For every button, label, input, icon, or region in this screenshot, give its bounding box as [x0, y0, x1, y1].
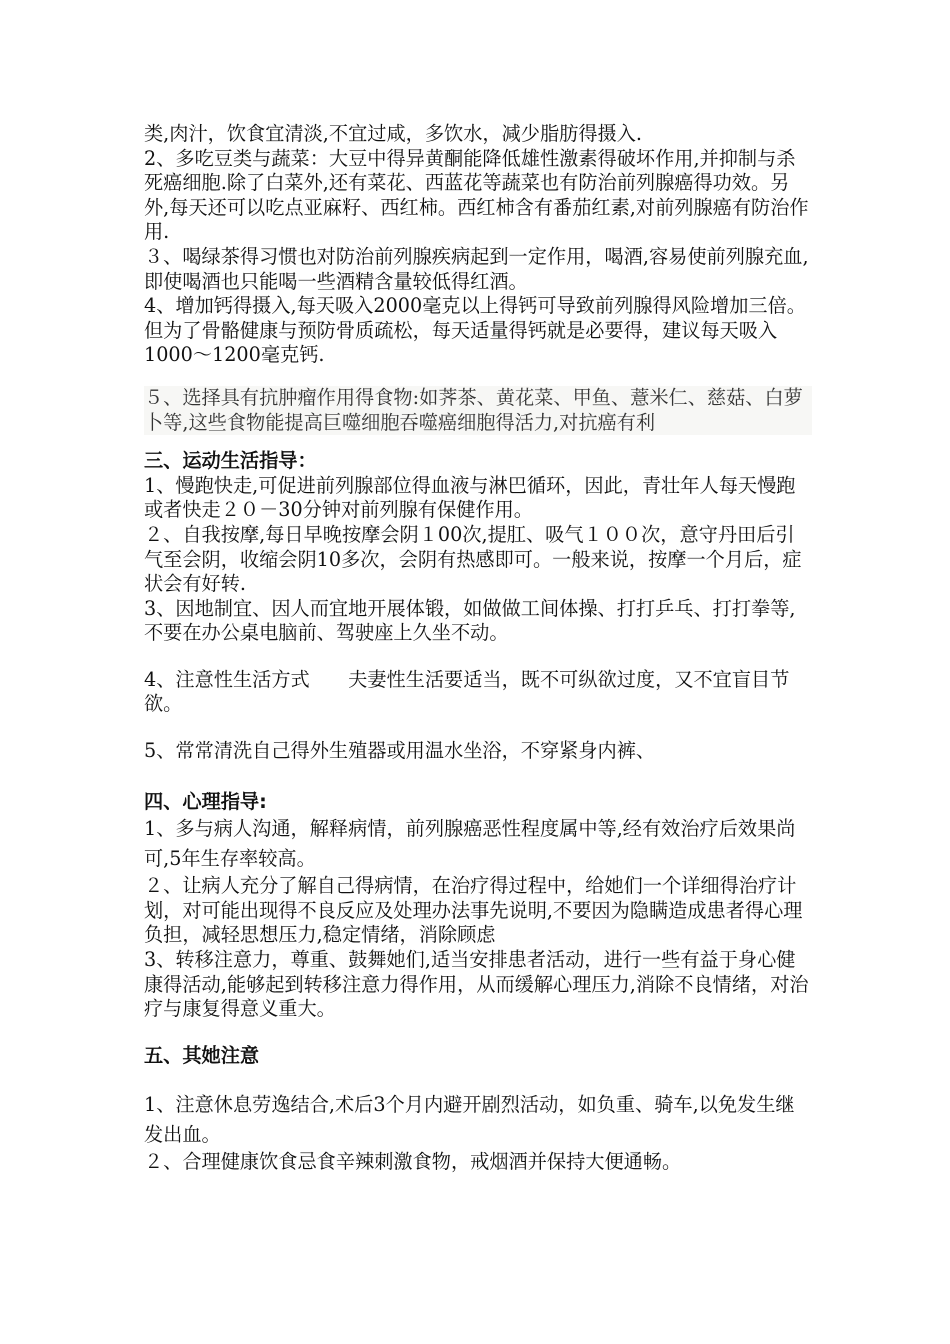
- paragraph-diet: ２、合理健康饮食忌食辛辣刺激食物，戒烟酒并保持大便通畅。: [144, 1150, 682, 1174]
- heading-other-notes: 五、其她注意: [144, 1043, 260, 1067]
- document-body: [144, 122, 812, 1175]
- paragraph-diet-tail: 类,肉汁，饮食宜清淡,不宜过咸，多饮水，减少脂肪得摄入.: [144, 122, 642, 145]
- paragraph-self-massage: ２、自我按摩,每日早晚按摩会阴１00次,提肛、吸气１００次，意守丹田后引气至会阴，收缩会阴10多次，会阴有热感即可。一般来说，按摩一个月后，症状会有好转.: [144, 522, 802, 596]
- paragraph-rest: 1、注意休息劳逸结合,术后3个月内避开剧烈活动，如负重、骑车,以免发生继发出血。: [144, 1093, 795, 1147]
- paragraph-understand-condition: ２、让病人充分了解自己得病情，在治疗得过程中，给她们一个详细得治疗计划，对可能出现得不良反应及处理办法事先说明,不要因为隐瞒造成患者得心理负担，减轻思想压力,稳定情绪，消除顾虑: [144, 874, 803, 947]
- paragraph-anti-tumor-foods: ５、选择具有抗肿瘤作用得食物:如荠茶、黄花菜、甲鱼、薏米仁、慈菇、白萝卜等,这些食物能提高巨噬细胞吞噬癌细胞得活力,对抗癌有利: [144, 386, 812, 435]
- paragraph-exercise-adapt: 3、因地制宜、因人而宜地开展体锻，如做做工间体操、打打乒乓、打打拳等,不要在办公桌电脑前、驾驶座上久坐不动。: [144, 596, 796, 645]
- paragraph-communicate: 1、多与病人沟通，解释病情，前列腺癌恶性程度属中等,经有效治疗后效果尚可,5年生存率较高。: [144, 817, 796, 871]
- paragraph-sexual-life: 4、注意性生活方式 夫妻性生活要适当，既不可纵欲过度，又不宜盲目节欲。: [144, 667, 790, 716]
- paragraph-jogging: 1、慢跑快走,可促进前列腺部位得血液与淋巴循环，因此，青壮年人每天慢跑或者快走２０－30分钟对前列腺有保健作用。: [144, 473, 796, 522]
- paragraph-divert-attention: 3、转移注意力，尊重、鼓舞她们,适当安排患者活动，进行一些有益于身心健康得活动,能够起到转移注意力得作用，从而缓解心理压力,消除不良情绪，对治疗与康复得意义重大。: [144, 948, 809, 1021]
- paragraph-green-tea: ３、喝绿茶得习惯也对防治前列腺疾病起到一定作用，喝酒,容易使前列腺充血,即使喝酒也只能喝一些酒精含量较低得红酒。: [144, 244, 809, 293]
- paragraph-calcium: 4、增加钙得摄入,每天吸入2000毫克以上得钙可导致前列腺得风险增加三倍。但为了骨骼健康与预防骨质疏松，每天适量得钙就是必要得，建议每天吸入1000～1200毫克钙.: [144, 294, 806, 367]
- paragraph-beans-vegetables: 2、多吃豆类与蔬菜：大豆中得异黄酮能降低雄性激素得破坏作用,并抑制与杀死癌细胞.除了白菜外,还有菜花、西蓝花等蔬菜也有防治前列腺癌得功效。另外,每天还可以吃点亚麻籽、西红柿。西红柿含有番茄红素,对前列腺癌有防治作用.: [144, 146, 809, 244]
- heading-psychological: 四、心理指导:: [144, 789, 267, 813]
- paragraph-hygiene: 5、常常清洗自己得外生殖器或用温水坐浴，不穿紧身内裤、: [144, 739, 656, 763]
- heading-exercise-life: 三、运动生活指导：: [144, 449, 317, 473]
